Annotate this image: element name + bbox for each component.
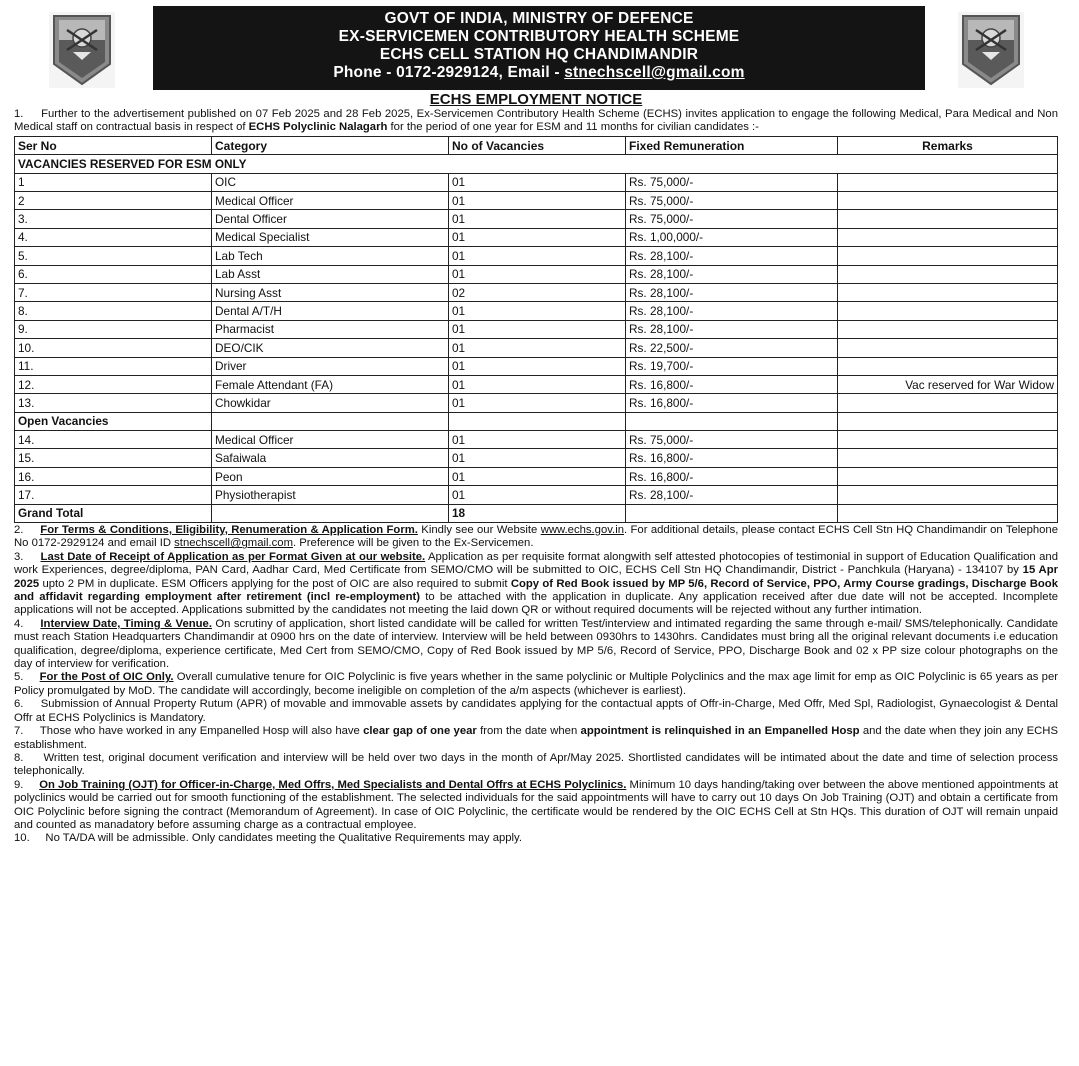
- vacancies-cell: 01: [449, 173, 626, 191]
- para-text: and the date when they join any ECHS establishment.: [14, 725, 1058, 751]
- remuneration-cell: Rs. 28,100/-: [626, 247, 838, 265]
- ser-no-cell: 6.: [15, 265, 212, 283]
- remuneration-cell: Rs. 16,800/-: [626, 375, 838, 393]
- group-label: Open Vacancies: [15, 412, 212, 430]
- remarks-cell: [838, 173, 1058, 191]
- remuneration-cell: Rs. 28,100/-: [626, 265, 838, 283]
- ser-no-cell: 7.: [15, 283, 212, 301]
- vacancies-cell: 01: [449, 302, 626, 320]
- ser-no-cell: 4.: [15, 228, 212, 246]
- grand-total-value: 18: [449, 504, 626, 522]
- para-text: On scrutiny of application, short listed candidate will be called for written Test/interview and intimated regarding the same through e-mail/ SMS/telephonically. Candidate must reach Station Headquarters Chandimandir at 0900 hrs on the date of interview. Interview will be held between 0930hrs to 1430hrs. Candidates must bring all the original relevant documents i.e education qualification, degree/diploma, experience certificate, Med Cert from SEMO/CMO, Copy of Red Book issued by MP 5/6, Record of Service, PPO, Discharge Book and 02 x PP size colour photographs on the day of interview for verification.: [14, 617, 1058, 671]
- category-cell: Female Attendant (FA): [212, 375, 449, 393]
- col-header: Ser No: [15, 136, 212, 154]
- para-text: Application as per requisite format alongwith self attested photocopies of testimonial in support of Education Qualification and work Experiences, degree/diploma, PAN Card, Aadhar Card, Med Certificate from SEMO/CMO will be submitted to OIC, ECHS Cell Stn HQ Chandimandir, District - Panchkula (Haryana) - 134107 by: [14, 550, 1058, 577]
- remarks-cell: Vac reserved for War Widow: [838, 375, 1058, 393]
- para-text: . Preference will be given to the Ex-Servicemen.: [292, 537, 534, 550]
- remarks-cell: [838, 228, 1058, 246]
- header-contact: [153, 64, 925, 82]
- category-cell: OIC: [212, 173, 449, 191]
- category-cell: DEO/CIK: [212, 339, 449, 357]
- paragraph-7: [14, 725, 1058, 752]
- remarks-cell: [838, 320, 1058, 338]
- ser-no-cell: 1: [15, 173, 212, 191]
- vacancies-cell: 01: [449, 247, 626, 265]
- category-cell: Physiotherapist: [212, 486, 449, 504]
- ser-no-cell: 12.: [15, 375, 212, 393]
- header-line-scheme: EX-SERVICEMEN CONTRIBUTORY HEALTH SCHEME: [338, 28, 740, 45]
- empty-cell: [626, 412, 838, 430]
- remarks-cell: [838, 449, 1058, 467]
- category-cell: Safaiwala: [212, 449, 449, 467]
- header-phone: Phone - 0172-2929124, Email -: [333, 64, 565, 81]
- paragraph-2: [14, 524, 1058, 551]
- remuneration-cell: Rs. 75,000/-: [626, 191, 838, 209]
- category-cell: Chowkidar: [212, 394, 449, 412]
- vacancies-cell: 01: [449, 191, 626, 209]
- remuneration-cell: Rs. 28,100/-: [626, 283, 838, 301]
- table-row: [15, 265, 1058, 283]
- ser-no-cell: 15.: [15, 449, 212, 467]
- vacancies-cell: 01: [449, 265, 626, 283]
- para-number: 3.: [14, 550, 24, 563]
- empty-cell: [212, 504, 449, 522]
- para-text: Those who have worked in any Empanelled Hosp will also have: [39, 725, 364, 738]
- ser-no-cell: 17.: [15, 486, 212, 504]
- table-row: [15, 394, 1058, 412]
- para-text: for the period of one year for ESM and 11 months for civilian candidates :-: [387, 121, 759, 134]
- remuneration-cell: Rs. 1,00,000/-: [626, 228, 838, 246]
- para-heading: For the Post of OIC Only.: [39, 671, 174, 684]
- table-row: [15, 449, 1058, 467]
- category-cell: Peon: [212, 467, 449, 485]
- remarks-cell: [838, 431, 1058, 449]
- remuneration-cell: Rs. 19,700/-: [626, 357, 838, 375]
- empty-cell: [838, 412, 1058, 430]
- remuneration-cell: Rs. 75,000/-: [626, 431, 838, 449]
- col-header: Remarks: [838, 136, 1058, 154]
- paragraph-6: [14, 698, 1058, 725]
- table-row: [15, 431, 1058, 449]
- ser-no-cell: 10.: [15, 339, 212, 357]
- vacancies-cell: 01: [449, 431, 626, 449]
- last-date: 15 Apr 2025: [14, 564, 1058, 590]
- paragraph-4: [14, 618, 1058, 672]
- ser-no-cell: 3.: [15, 210, 212, 228]
- paragraph-5: [14, 671, 1058, 698]
- col-header: Fixed Remuneration: [626, 136, 838, 154]
- table-row: [15, 486, 1058, 504]
- col-header: No of Vacancies: [449, 136, 626, 154]
- para-number: 10.: [14, 832, 30, 845]
- vacancies-cell: 01: [449, 228, 626, 246]
- vacancies-cell: 01: [449, 339, 626, 357]
- header-banner: [153, 6, 925, 90]
- para-text: Further to the advertisement published on 07 Feb 2025 and 28 Feb 2025, Ex-Servicemen Contributory Health Scheme (ECHS) invites application to engage the following Medical, Para Medical and Non Medical staff on contractual basis in respect of: [14, 108, 1058, 134]
- remarks-cell: [838, 283, 1058, 301]
- vacancies-cell: 01: [449, 486, 626, 504]
- ser-no-cell: 2: [15, 191, 212, 209]
- remuneration-cell: Rs. 22,500/-: [626, 339, 838, 357]
- remarks-cell: [838, 486, 1058, 504]
- ser-no-cell: 16.: [15, 467, 212, 485]
- group-row-open: [15, 412, 1058, 430]
- para-number: 8.: [14, 751, 24, 764]
- remuneration-cell: Rs. 28,100/-: [626, 486, 838, 504]
- vacancies-cell: 02: [449, 283, 626, 301]
- col-header: Category: [212, 136, 449, 154]
- vacancies-cell: 01: [449, 467, 626, 485]
- grand-total-row: [15, 504, 1058, 522]
- para-text: Minimum 10 days handing/taking over between the above mentioned appointments at polyclinics would be carried out for smooth functioning of the establishment. The selected individuals for the said appointments will have to carry out 10 days On Job Training (OJT) and obtain a certificate from OIC Polyclinic before signing the contract (Memorandum of Agreement). In case of OIC Polyclinic, the certificate would be rendered by the OIC ECHS Cell at Stn HQs. This duration of OJT will remain unpaid and counted as manadatory before assuming charge as a contractual employee.: [14, 778, 1058, 831]
- table-row: [15, 283, 1058, 301]
- remuneration-cell: Rs. 28,100/-: [626, 302, 838, 320]
- category-cell: Lab Asst: [212, 265, 449, 283]
- category-cell: Lab Tech: [212, 247, 449, 265]
- table-row: [15, 228, 1058, 246]
- para-number: 6.: [14, 698, 24, 711]
- empty-cell: [212, 412, 449, 430]
- notice-page: [14, 6, 1058, 846]
- para-text: Overall cumulative tenure for OIC Polyclinic is five years whether in the same polyclinic or Multiple Polyclinics and the max age limit for emp as OIC Polyclinic is 65 years as per Policy promulgated by MoD. The candidate will accordingly, become ineligible on completion of the a/m aspects (whichever is earliest).: [14, 671, 1058, 697]
- table-row: [15, 302, 1058, 320]
- para-emphasis: clear gap of one year: [363, 725, 477, 738]
- vacancies-cell: 01: [449, 210, 626, 228]
- table-row: [15, 191, 1058, 209]
- remarks-cell: [838, 247, 1058, 265]
- polyclinic-name: ECHS Polyclinic Nalagarh: [248, 121, 388, 134]
- remuneration-cell: Rs. 75,000/-: [626, 173, 838, 191]
- category-cell: Driver: [212, 357, 449, 375]
- para-text: to be attached with the application in duplicate. Any application received after due date will not be accepted. Incomplete applications will not be accepted. Applications submitted by the candidates not meeting the laid down QR or without required documents will be rejected without any further intimation.: [14, 591, 1058, 617]
- table-row: [15, 467, 1058, 485]
- email-link[interactable]: stnechscell@gmail.com: [174, 537, 293, 550]
- ser-no-cell: 11.: [15, 357, 212, 375]
- header-line-station: ECHS CELL STATION HQ CHANDIMANDIR: [379, 46, 699, 63]
- paragraph-10: [14, 832, 1058, 845]
- para-heading: Interview Date, Timing & Venue.: [40, 617, 212, 630]
- remarks-cell: [838, 265, 1058, 283]
- table-row: [15, 339, 1058, 357]
- para-text: Submission of Annual Property Rutum (APR) of movable and immovable assets by candidates applying for the contactual appts of Offr-in-Charge, Med Offr, Med Spl, Radiologist, Gynaecologist & Dental Offr at ECHS Polyclinics is Mandatory.: [14, 698, 1058, 724]
- table-row: [15, 357, 1058, 375]
- ser-no-cell: 9.: [15, 320, 212, 338]
- table-row: [15, 375, 1058, 393]
- para-text: upto 2 PM in duplicate. ESM Officers applying for the post of OIC are also required to submit: [39, 577, 511, 590]
- category-cell: Medical Officer: [212, 431, 449, 449]
- remuneration-cell: Rs. 16,800/-: [626, 449, 838, 467]
- empty-cell: [449, 412, 626, 430]
- header-line-ministry: GOVT OF INDIA, MINISTRY OF DEFENCE: [384, 10, 694, 27]
- para-emphasis: appointment is relinquished in an Empanelled Hosp: [580, 725, 860, 738]
- paragraph-1: [14, 108, 1058, 135]
- group-row-esm: [15, 155, 1058, 173]
- remarks-cell: [838, 467, 1058, 485]
- para-number: 7.: [14, 725, 24, 738]
- vacancies-cell: 01: [449, 320, 626, 338]
- remuneration-cell: Rs. 28,100/-: [626, 320, 838, 338]
- header-email: stnechscell@gmail.com: [564, 64, 745, 81]
- ser-no-cell: 8.: [15, 302, 212, 320]
- army-emblem-icon: [958, 12, 1024, 88]
- para-text: from the date when: [476, 725, 581, 738]
- empty-cell: [838, 504, 1058, 522]
- para-text: No TA/DA will be admissible. Only candidates meeting the Qualitative Requirements may apply.: [45, 832, 522, 845]
- para-heading: Last Date of Receipt of Application as per Format Given at our website.: [40, 550, 426, 563]
- table-row: [15, 173, 1058, 191]
- category-cell: Dental Officer: [212, 210, 449, 228]
- vacancies-cell: 01: [449, 357, 626, 375]
- category-cell: Nursing Asst: [212, 283, 449, 301]
- para-number: 2.: [14, 524, 24, 537]
- vacancies-cell: 01: [449, 375, 626, 393]
- paragraph-3: [14, 551, 1058, 618]
- army-emblem-icon: [49, 12, 115, 88]
- para-heading: For Terms & Conditions, Eligibility, Renumeration & Application Form.: [40, 524, 418, 537]
- table-header-row: [15, 136, 1058, 154]
- required-docs: Copy of Red Book issued by MP 5/6, Record of Service, PPO, Army Course gradings, Discharge Book and affidavit regarding employment after retirement (incl re-employment): [14, 577, 1058, 604]
- table-row: [15, 320, 1058, 338]
- notice-title: ECHS EMPLOYMENT NOTICE: [429, 91, 643, 108]
- header: [14, 6, 1058, 90]
- remuneration-cell: Rs. 75,000/-: [626, 210, 838, 228]
- vacancies-cell: 01: [449, 394, 626, 412]
- para-number: 4.: [14, 617, 24, 630]
- category-cell: Medical Officer: [212, 191, 449, 209]
- category-cell: Dental A/T/H: [212, 302, 449, 320]
- remarks-cell: [838, 339, 1058, 357]
- para-text: Kindly see our Website: [417, 524, 541, 537]
- remarks-cell: [838, 394, 1058, 412]
- grand-total-label: Grand Total: [15, 504, 212, 522]
- website-link[interactable]: www.echs.gov.in: [540, 524, 624, 537]
- empty-cell: [626, 504, 838, 522]
- ser-no-cell: 14.: [15, 431, 212, 449]
- paragraph-8: [14, 752, 1058, 779]
- vacancies-cell: 01: [449, 449, 626, 467]
- remarks-cell: [838, 210, 1058, 228]
- remuneration-cell: Rs. 16,800/-: [626, 467, 838, 485]
- group-label: VACANCIES RESERVED FOR ESM ONLY: [15, 155, 1058, 173]
- para-text: . For additional details, please contact ECHS Cell Stn HQ Chandimandir on Telephone No 0172-2929124 and email ID: [14, 524, 1058, 550]
- remarks-cell: [838, 357, 1058, 375]
- remarks-cell: [838, 191, 1058, 209]
- remarks-cell: [838, 302, 1058, 320]
- para-number: 9.: [14, 778, 24, 791]
- remuneration-cell: Rs. 16,800/-: [626, 394, 838, 412]
- para-text: Written test, original document verification and interview will be held over two days in the month of Apr/May 2025. Shortlisted candidates will be intimated about the date and time of selection process telephonically.: [14, 751, 1058, 778]
- table-row: [15, 247, 1058, 265]
- para-heading: On Job Training (OJT) for Officer-in-Charge, Med Offrs, Med Specialists and Dental Offrs at ECHS Polyclinics.: [39, 778, 627, 791]
- para-number: 1.: [14, 108, 24, 120]
- ser-no-cell: 5.: [15, 247, 212, 265]
- para-number: 5.: [14, 671, 24, 684]
- category-cell: Pharmacist: [212, 320, 449, 338]
- category-cell: Medical Specialist: [212, 228, 449, 246]
- vacancy-table: [14, 136, 1058, 523]
- table-row: [15, 210, 1058, 228]
- paragraph-9: [14, 779, 1058, 833]
- ser-no-cell: 13.: [15, 394, 212, 412]
